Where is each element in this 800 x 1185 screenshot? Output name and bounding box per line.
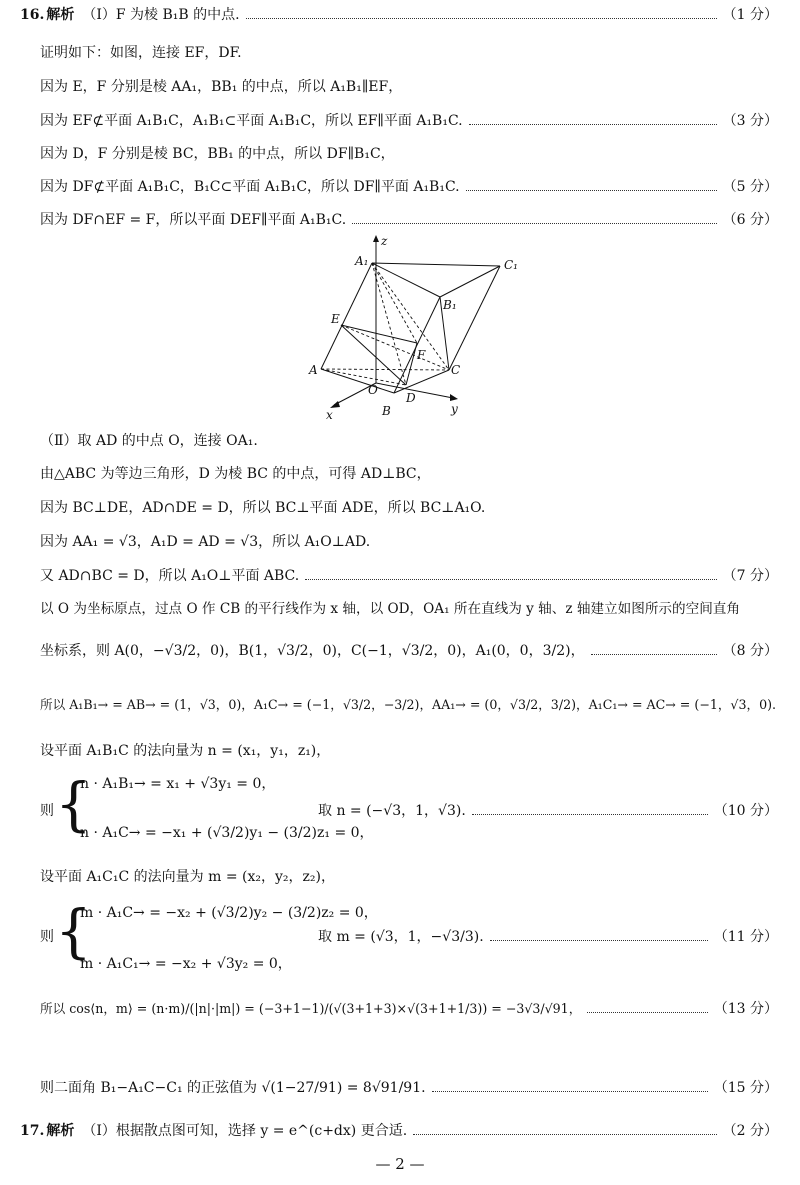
dashed-EC bbox=[341, 325, 449, 370]
label-A1: A₁ bbox=[355, 254, 369, 268]
part2-line-4 bbox=[40, 531, 778, 553]
score-2: （2 分） bbox=[722, 1123, 778, 1139]
equation: m · A₁C→ = −x₂ + (√3/2)y₂ − (3/2)z₂ = 0， bbox=[80, 905, 378, 921]
label-O: O bbox=[368, 383, 378, 397]
proof-text: 因为 E，F 分别是棱 AA₁，BB₁ 的中点，所以 A₁B₁∥EF， bbox=[40, 79, 403, 95]
proof-text: 证明如下：如图，连接 EF，DF. bbox=[40, 45, 242, 61]
proof-text: 因为 DF∩EF = F，所以平面 DEF∥平面 A₁B₁C. bbox=[40, 212, 347, 228]
dot-leader bbox=[305, 579, 716, 580]
vectors-text: 所以 A₁B₁→ = AB→ = (1，√3，0)，A₁C→ = (−1，√3/2，−3/2)，AA₁→ = (0，√3/2，3/2)，A₁C₁→ = AC→ = (−1，√3，0). bbox=[40, 697, 776, 712]
part2-line-1 bbox=[40, 430, 778, 452]
page-number: — 2 — bbox=[375, 1155, 425, 1173]
sys2-take bbox=[318, 926, 778, 948]
cos-line bbox=[40, 998, 778, 1020]
prism-figure bbox=[300, 233, 540, 423]
sys1-take bbox=[318, 800, 778, 822]
part2-line-6 bbox=[40, 598, 778, 620]
dot-leader bbox=[246, 18, 717, 19]
proof-line-2 bbox=[40, 76, 778, 98]
segment-EF bbox=[341, 325, 417, 343]
edge-B1C1 bbox=[440, 266, 500, 297]
normal-vector-m: 取 m = (√3，1，−√3/3). bbox=[318, 929, 484, 945]
proof-line-6 bbox=[40, 209, 778, 231]
q17-header-line bbox=[20, 1120, 778, 1142]
sine-result: 则二面角 B₁−A₁C−C₁ 的正弦值为 √(1−27/91) = 8√91/91. bbox=[40, 1080, 426, 1096]
dot-leader bbox=[490, 940, 708, 941]
part2-line-10 bbox=[40, 866, 778, 888]
solution-text: 设平面 A₁C₁C 的法向量为 m = (x₂，y₂，z₂)， bbox=[40, 869, 335, 885]
sin-line bbox=[40, 1077, 778, 1099]
dashed-A1D bbox=[372, 263, 406, 385]
label-x: x bbox=[326, 408, 333, 422]
label-A: A bbox=[309, 363, 318, 377]
edge-A1B1 bbox=[372, 263, 440, 297]
proof-text: 因为 D，F 分别是棱 BC，BB₁ 的中点，所以 DF∥B₁C， bbox=[40, 146, 395, 162]
sys2-brace: { bbox=[55, 897, 92, 965]
edge-C1C bbox=[449, 266, 500, 370]
part2-line-2 bbox=[40, 463, 778, 485]
score-6: （6 分） bbox=[722, 212, 778, 228]
proof-line-5 bbox=[40, 176, 778, 198]
part2-line-8 bbox=[40, 694, 778, 716]
solution-text: 又 AD∩BC = D，所以 A₁O⊥平面 ABC. bbox=[40, 568, 300, 584]
score-1: （1 分） bbox=[722, 7, 778, 23]
sys2-eq1 bbox=[80, 902, 378, 924]
proof-text: 因为 DF⊄平面 A₁B₁C，B₁C⊂平面 A₁B₁C，所以 DF∥平面 A₁B₁C. bbox=[40, 179, 460, 195]
label-B1: B₁ bbox=[443, 298, 457, 312]
y-arrow bbox=[450, 394, 458, 401]
proof-text: 因为 EF⊄平面 A₁B₁C，A₁B₁⊂平面 A₁B₁C，所以 EF∥平面 A₁B₁C. bbox=[40, 113, 463, 129]
q16-tag: 解析 bbox=[46, 7, 75, 23]
label-C: C bbox=[451, 363, 461, 377]
score-15: （15 分） bbox=[713, 1080, 778, 1096]
solution-text: 因为 AA₁ = √3，A₁D = AD = √3，所以 A₁O⊥AD. bbox=[40, 534, 371, 550]
z-arrow bbox=[373, 235, 379, 242]
dashed-A1F bbox=[372, 263, 417, 343]
edge-A1A bbox=[321, 263, 372, 369]
solution-text: 以 O 为坐标原点，过点 O 作 CB 的平行线作为 x 轴，以 OD，OA₁ 所在直线为 y 轴、z 轴建立如图所示的空间直角 bbox=[40, 601, 740, 617]
score-11: （11 分） bbox=[713, 929, 778, 945]
label-F: F bbox=[417, 348, 426, 362]
label-y: y bbox=[451, 402, 458, 416]
solution-text: 设平面 A₁B₁C 的法向量为 n = (x₁，y₁，z₁)， bbox=[40, 743, 331, 759]
dot-leader bbox=[352, 223, 716, 224]
label-D: D bbox=[406, 391, 416, 405]
label-C1: C₁ bbox=[504, 258, 518, 272]
sys1-eq1 bbox=[80, 773, 778, 795]
part2-line-3 bbox=[40, 497, 778, 519]
equation: n · A₁B₁→ = x₁ + √3y₁ = 0， bbox=[80, 776, 276, 792]
part2-line-7 bbox=[40, 640, 778, 662]
q16-part1-statement: （Ⅰ）F 为棱 B₁B 的中点. bbox=[82, 7, 240, 23]
proof-line-1 bbox=[40, 42, 778, 64]
dot-leader bbox=[413, 1134, 716, 1135]
score-7: （7 分） bbox=[722, 568, 778, 584]
part2-line-5 bbox=[40, 565, 778, 587]
sys1-prefix: 则 bbox=[40, 803, 54, 819]
score-8: （8 分） bbox=[722, 643, 778, 659]
sys2-prefix: 则 bbox=[40, 929, 54, 945]
coordinates-text: 坐标系，则 A(0，−√3/2，0)，B(1，√3/2，0)，C(−1，√3/2，0)，A₁(0，0，3/2)， bbox=[40, 643, 585, 659]
segment-ED bbox=[341, 325, 406, 385]
label-B: B bbox=[382, 404, 391, 418]
part2-line-9 bbox=[40, 740, 778, 762]
proof-line-3 bbox=[40, 110, 778, 132]
q17-part1-statement: （Ⅰ）根据散点图可知，选择 y = e^(c+dx) 更合适. bbox=[82, 1123, 408, 1139]
q16-header-line bbox=[20, 4, 778, 26]
label-z: z bbox=[381, 234, 388, 248]
dot-leader bbox=[472, 814, 708, 815]
score-13: （13 分） bbox=[713, 1001, 778, 1017]
q17-number: 17. bbox=[20, 1123, 45, 1139]
sys2-eq2 bbox=[80, 953, 778, 975]
q16-number: 16. bbox=[20, 7, 45, 23]
q17-tag: 解析 bbox=[46, 1123, 75, 1139]
dashed-AC bbox=[321, 369, 449, 370]
dot-leader bbox=[591, 654, 717, 655]
score-5: （5 分） bbox=[722, 179, 778, 195]
proof-line-4 bbox=[40, 143, 778, 165]
cosine-formula: 所以 cos⟨n，m⟩ = (n·m)/(|n|·|m|) = (−3+1−1)/(√(3+1+3)×√(3+1+1/3)) = −3√3/√91， bbox=[40, 1001, 582, 1016]
equation: n · A₁C→ = −x₁ + (√3/2)y₁ − (3/2)z₁ = 0， bbox=[80, 825, 374, 841]
solution-text: 由△ABC 为等边三角形，D 为棱 BC 的中点，可得 AD⊥BC， bbox=[40, 466, 431, 482]
dot-leader bbox=[466, 190, 717, 191]
solution-text: 因为 BC⊥DE，AD∩DE = D，所以 BC⊥平面 ADE，所以 BC⊥A₁O. bbox=[40, 500, 486, 516]
x-arrow bbox=[330, 401, 340, 408]
dot-leader bbox=[469, 124, 717, 125]
score-10: （10 分） bbox=[713, 803, 778, 819]
dot-leader bbox=[587, 1012, 707, 1013]
label-E: E bbox=[331, 312, 340, 326]
dashed-A1C bbox=[372, 263, 449, 370]
solution-text: （Ⅱ）取 AD 的中点 O，连接 OA₁. bbox=[40, 433, 258, 449]
edge-B1B bbox=[394, 297, 440, 393]
score-3: （3 分） bbox=[722, 113, 778, 129]
normal-vector-n: 取 n = (−√3，1，√3). bbox=[318, 803, 466, 819]
edge-A1C1 bbox=[372, 263, 500, 266]
sys1-eq2 bbox=[80, 822, 374, 844]
sys1-brace: { bbox=[55, 770, 92, 838]
equation: m · A₁C₁→ = −x₂ + √3y₂ = 0， bbox=[80, 956, 292, 972]
dot-leader bbox=[432, 1091, 708, 1092]
